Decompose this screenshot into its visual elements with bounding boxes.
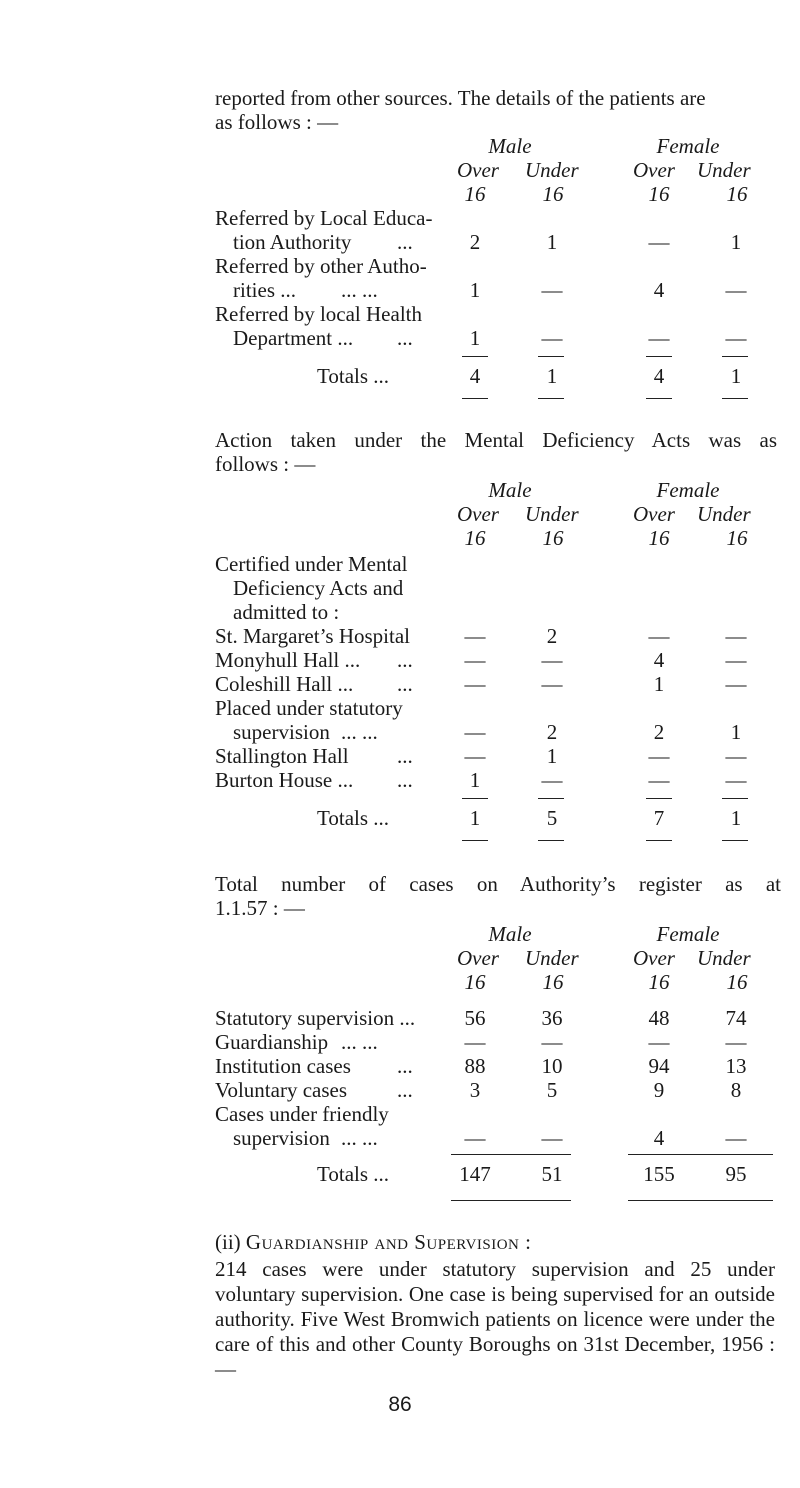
t2-row5-v2: 1: [546, 744, 558, 768]
page-number: 86: [388, 1393, 412, 1416]
t1-row2-label1: Referred by other Autho-: [215, 254, 427, 278]
t1-rule-top-3: [646, 356, 672, 357]
t3-row2-label: Guardianship: [215, 1030, 329, 1054]
t3-age-3: 16: [648, 970, 670, 994]
t1-over-header: Over: [457, 158, 499, 182]
t2-row2-v4: —: [725, 648, 747, 672]
t3-row1-v3: 48: [648, 1006, 670, 1030]
t1-row1-v4: 1: [730, 230, 742, 254]
t1-row1-dots: ...: [397, 230, 413, 254]
t3-male-header: Male: [488, 922, 532, 946]
t2-row1-v4: —: [725, 624, 747, 648]
t2-row3-dots: ...: [397, 672, 413, 696]
t3-row4-label: Voluntary cases: [215, 1078, 347, 1102]
t2-male-header: Male: [488, 478, 532, 502]
t2-row2-label: Monyhull Hall ...: [215, 648, 361, 672]
t2-group-label-1: Certified under Mental: [215, 552, 408, 576]
t3-row2-dots: ... ...: [341, 1030, 378, 1054]
t2-age-4: 16: [726, 526, 748, 550]
t2-row4-label2: supervision: [233, 720, 330, 744]
t3-row5-dots: ... ...: [341, 1126, 378, 1150]
t2-rule-bot-3: [646, 840, 672, 841]
t1-row1-v3: —: [648, 230, 670, 254]
t2-totals-label: Totals ...: [317, 806, 390, 830]
t2-rule-top-1: [462, 798, 488, 799]
t2-total-4: 1: [730, 806, 742, 830]
section2-line-1: Action taken under the Mental Deficiency Acts was as: [215, 428, 777, 452]
t3-row1-v4: 74: [725, 1006, 747, 1030]
t2-row4-v2: 2: [546, 720, 558, 744]
t3-row3-v3: 94: [648, 1054, 670, 1078]
t3-row5-v4: —: [725, 1126, 747, 1150]
t2-row1-v1: —: [464, 624, 486, 648]
t3-row4-v4: 8: [730, 1078, 742, 1102]
t2-row3-v3: 1: [653, 672, 665, 696]
t2-row3-v1: —: [464, 672, 486, 696]
t2-row5-v1: —: [464, 744, 486, 768]
t2-row4-v4: 1: [730, 720, 742, 744]
t3-row5-v2: —: [541, 1126, 563, 1150]
t3-row1-v2: 36: [541, 1006, 563, 1030]
t1-row2-v2: —: [541, 278, 563, 302]
t2-row3-label: Coleshill Hall ...: [215, 672, 354, 696]
t2-row6-label: Burton House ...: [215, 768, 354, 792]
t2-row4-v3: 2: [653, 720, 665, 744]
t2-row3-v2: —: [541, 672, 563, 696]
t2-row5-v3: —: [648, 744, 670, 768]
t3-female-header: Female: [656, 922, 720, 946]
t1-rule-bot-2: [538, 398, 564, 399]
t2-rule-top-3: [646, 798, 672, 799]
t2-row4-label: Placed under statutory: [215, 696, 403, 720]
t2-age-2: 16: [542, 526, 564, 550]
t3-under-header: Under: [525, 946, 579, 970]
t1-total-3: 4: [653, 364, 665, 388]
t3-total-1: 147: [459, 1162, 491, 1186]
t1-male-header: Male: [488, 134, 532, 158]
t3-rule-bot-female: [628, 1200, 773, 1201]
t1-row3-v2: —: [541, 326, 563, 350]
t3-age-1: 16: [464, 970, 486, 994]
t3-total-2: 51: [541, 1162, 563, 1186]
t2-row2-v1: —: [464, 648, 486, 672]
t1-row2-v3: 4: [653, 278, 665, 302]
t3-totals-label: Totals ...: [317, 1162, 390, 1186]
t3-row5-label2: supervision: [233, 1126, 330, 1150]
t2-female-header: Female: [656, 478, 720, 502]
t1-total-2: 1: [546, 364, 558, 388]
t3-row2-v3: —: [648, 1030, 670, 1054]
t3-row5-v3: 4: [653, 1126, 665, 1150]
t3-row2-v2: —: [541, 1030, 563, 1054]
t3-rule-bot-male: [451, 1200, 571, 1201]
t2-rule-bot-1: [462, 840, 488, 841]
t2-age-3: 16: [648, 526, 670, 550]
t3-over-header-f: Over: [633, 946, 675, 970]
t2-total-1: 1: [469, 806, 481, 830]
t3-age-4: 16: [726, 970, 748, 994]
t2-row1-label: St. Margaret’s Hospital: [215, 624, 411, 648]
t1-age-4: 16: [726, 182, 748, 206]
t2-age-1: 16: [464, 526, 486, 550]
t2-row6-v2: —: [541, 768, 563, 792]
t3-total-4: 95: [725, 1162, 747, 1186]
t2-row2-v3: 4: [653, 648, 665, 672]
t3-rule-top-male: [451, 1154, 571, 1155]
t1-row3-label1: Referred by local Health: [215, 302, 422, 326]
section4-heading-text: Guardianship and Supervision :: [245, 1230, 532, 1254]
t2-row4-v1: —: [464, 720, 486, 744]
t3-row1-v1: 56: [464, 1006, 486, 1030]
t2-total-3: 7: [653, 806, 665, 830]
t2-over-header: Over: [457, 502, 499, 526]
t2-row1-v2: 2: [546, 624, 558, 648]
t1-rule-top-4: [722, 356, 748, 357]
t1-rule-top-1: [462, 356, 488, 357]
t3-row2-v4: —: [725, 1030, 747, 1054]
t2-rule-bot-4: [722, 840, 748, 841]
t2-row3-v4: —: [725, 672, 747, 696]
t2-row6-v3: —: [648, 768, 670, 792]
t2-row6-v4: —: [725, 768, 747, 792]
t1-row3-label2: Department ...: [233, 326, 354, 350]
section2-line-2: follows : —: [215, 452, 316, 476]
intro-line-1: reported from other sources. The details of the patients are: [215, 86, 706, 110]
t1-age-1: 16: [464, 182, 486, 206]
t1-rule-bot-3: [646, 398, 672, 399]
t3-row4-v1: 3: [469, 1078, 481, 1102]
t1-row3-v4: —: [725, 326, 747, 350]
t2-rule-top-4: [722, 798, 748, 799]
t1-under-header-f: Under: [697, 158, 751, 182]
t3-rule-top-female: [628, 1154, 773, 1155]
t3-under-header-f: Under: [697, 946, 751, 970]
t1-age-2: 16: [542, 182, 564, 206]
t1-row2-dots: ... ...: [341, 278, 378, 302]
t1-row1-label2: tion Authority: [233, 230, 352, 254]
t1-row3-dots: ...: [397, 326, 413, 350]
t3-row1-label: Statutory supervision ...: [215, 1006, 416, 1030]
t1-row2-v1: 1: [469, 278, 481, 302]
t2-total-2: 5: [546, 806, 558, 830]
t3-row4-v2: 5: [546, 1078, 558, 1102]
t2-row2-dots: ...: [397, 648, 413, 672]
section3-line-1: Total number of cases on Authority’s register as at: [215, 872, 781, 896]
t1-under-header: Under: [525, 158, 579, 182]
t1-total-1: 4: [469, 364, 481, 388]
t2-rule-top-2: [538, 798, 564, 799]
t2-group-label-2: Deficiency Acts and: [233, 576, 404, 600]
t2-group-label-3: admitted to :: [233, 600, 340, 624]
section4-heading: [215, 1230, 531, 1254]
t3-row3-label: Institution cases: [215, 1054, 351, 1078]
t3-row3-v2: 10: [541, 1054, 563, 1078]
t2-row1-v3: —: [648, 624, 670, 648]
t1-row1-v1: 2: [469, 230, 481, 254]
t1-row1-label1: Referred by Local Educa-: [215, 206, 433, 230]
t2-row4-dots: ... ...: [341, 720, 378, 744]
t3-over-header: Over: [457, 946, 499, 970]
intro-line-2: as follows : —: [215, 110, 339, 134]
t1-female-header: Female: [656, 134, 720, 158]
t3-row3-v1: 88: [464, 1054, 486, 1078]
t3-row3-dots: ...: [397, 1054, 413, 1078]
t1-total-4: 1: [730, 364, 742, 388]
t2-rule-bot-2: [538, 840, 564, 841]
t3-row5-v1: —: [464, 1126, 486, 1150]
t2-under-header: Under: [525, 502, 579, 526]
t2-row5-label: Stallington Hall: [215, 744, 349, 768]
section4-body: 214 cases were under statutory supervision and 25 under voluntary supervision. One case is being supervised for an outside authority. Five West Bromwich patients on licence were under the care of this and other County Boroughs on 31st December, 1956 : —: [215, 1257, 775, 1381]
t1-over-header-f: Over: [633, 158, 675, 182]
t1-row3-v1: 1: [469, 326, 481, 350]
t2-row6-dots: ...: [397, 768, 413, 792]
t1-row2-label2: rities ...: [233, 278, 296, 302]
t1-rule-bot-4: [722, 398, 748, 399]
section4-heading-num: (ii): [215, 1230, 241, 1254]
t1-rule-top-2: [538, 356, 564, 357]
t2-row5-v4: —: [725, 744, 747, 768]
t3-row3-v4: 13: [725, 1054, 747, 1078]
t3-row5-label: Cases under friendly: [215, 1102, 389, 1126]
t1-age-3: 16: [648, 182, 670, 206]
t3-age-2: 16: [542, 970, 564, 994]
t2-row5-dots: ...: [397, 744, 413, 768]
t1-totals-label: Totals ...: [317, 364, 390, 388]
t3-row2-v1: —: [464, 1030, 486, 1054]
t1-row2-v4: —: [725, 278, 747, 302]
t2-over-header-f: Over: [633, 502, 675, 526]
t1-rule-bot-1: [462, 398, 488, 399]
t2-row6-v1: 1: [469, 768, 481, 792]
t3-row4-v3: 9: [653, 1078, 665, 1102]
t3-total-3: 155: [643, 1162, 675, 1186]
section3-line-2: 1.1.57 : —: [215, 896, 305, 920]
t1-row3-v3: —: [648, 326, 670, 350]
t1-row1-v2: 1: [546, 230, 558, 254]
t3-row4-dots: ...: [397, 1078, 413, 1102]
t2-row2-v2: —: [541, 648, 563, 672]
t2-under-header-f: Under: [697, 502, 751, 526]
